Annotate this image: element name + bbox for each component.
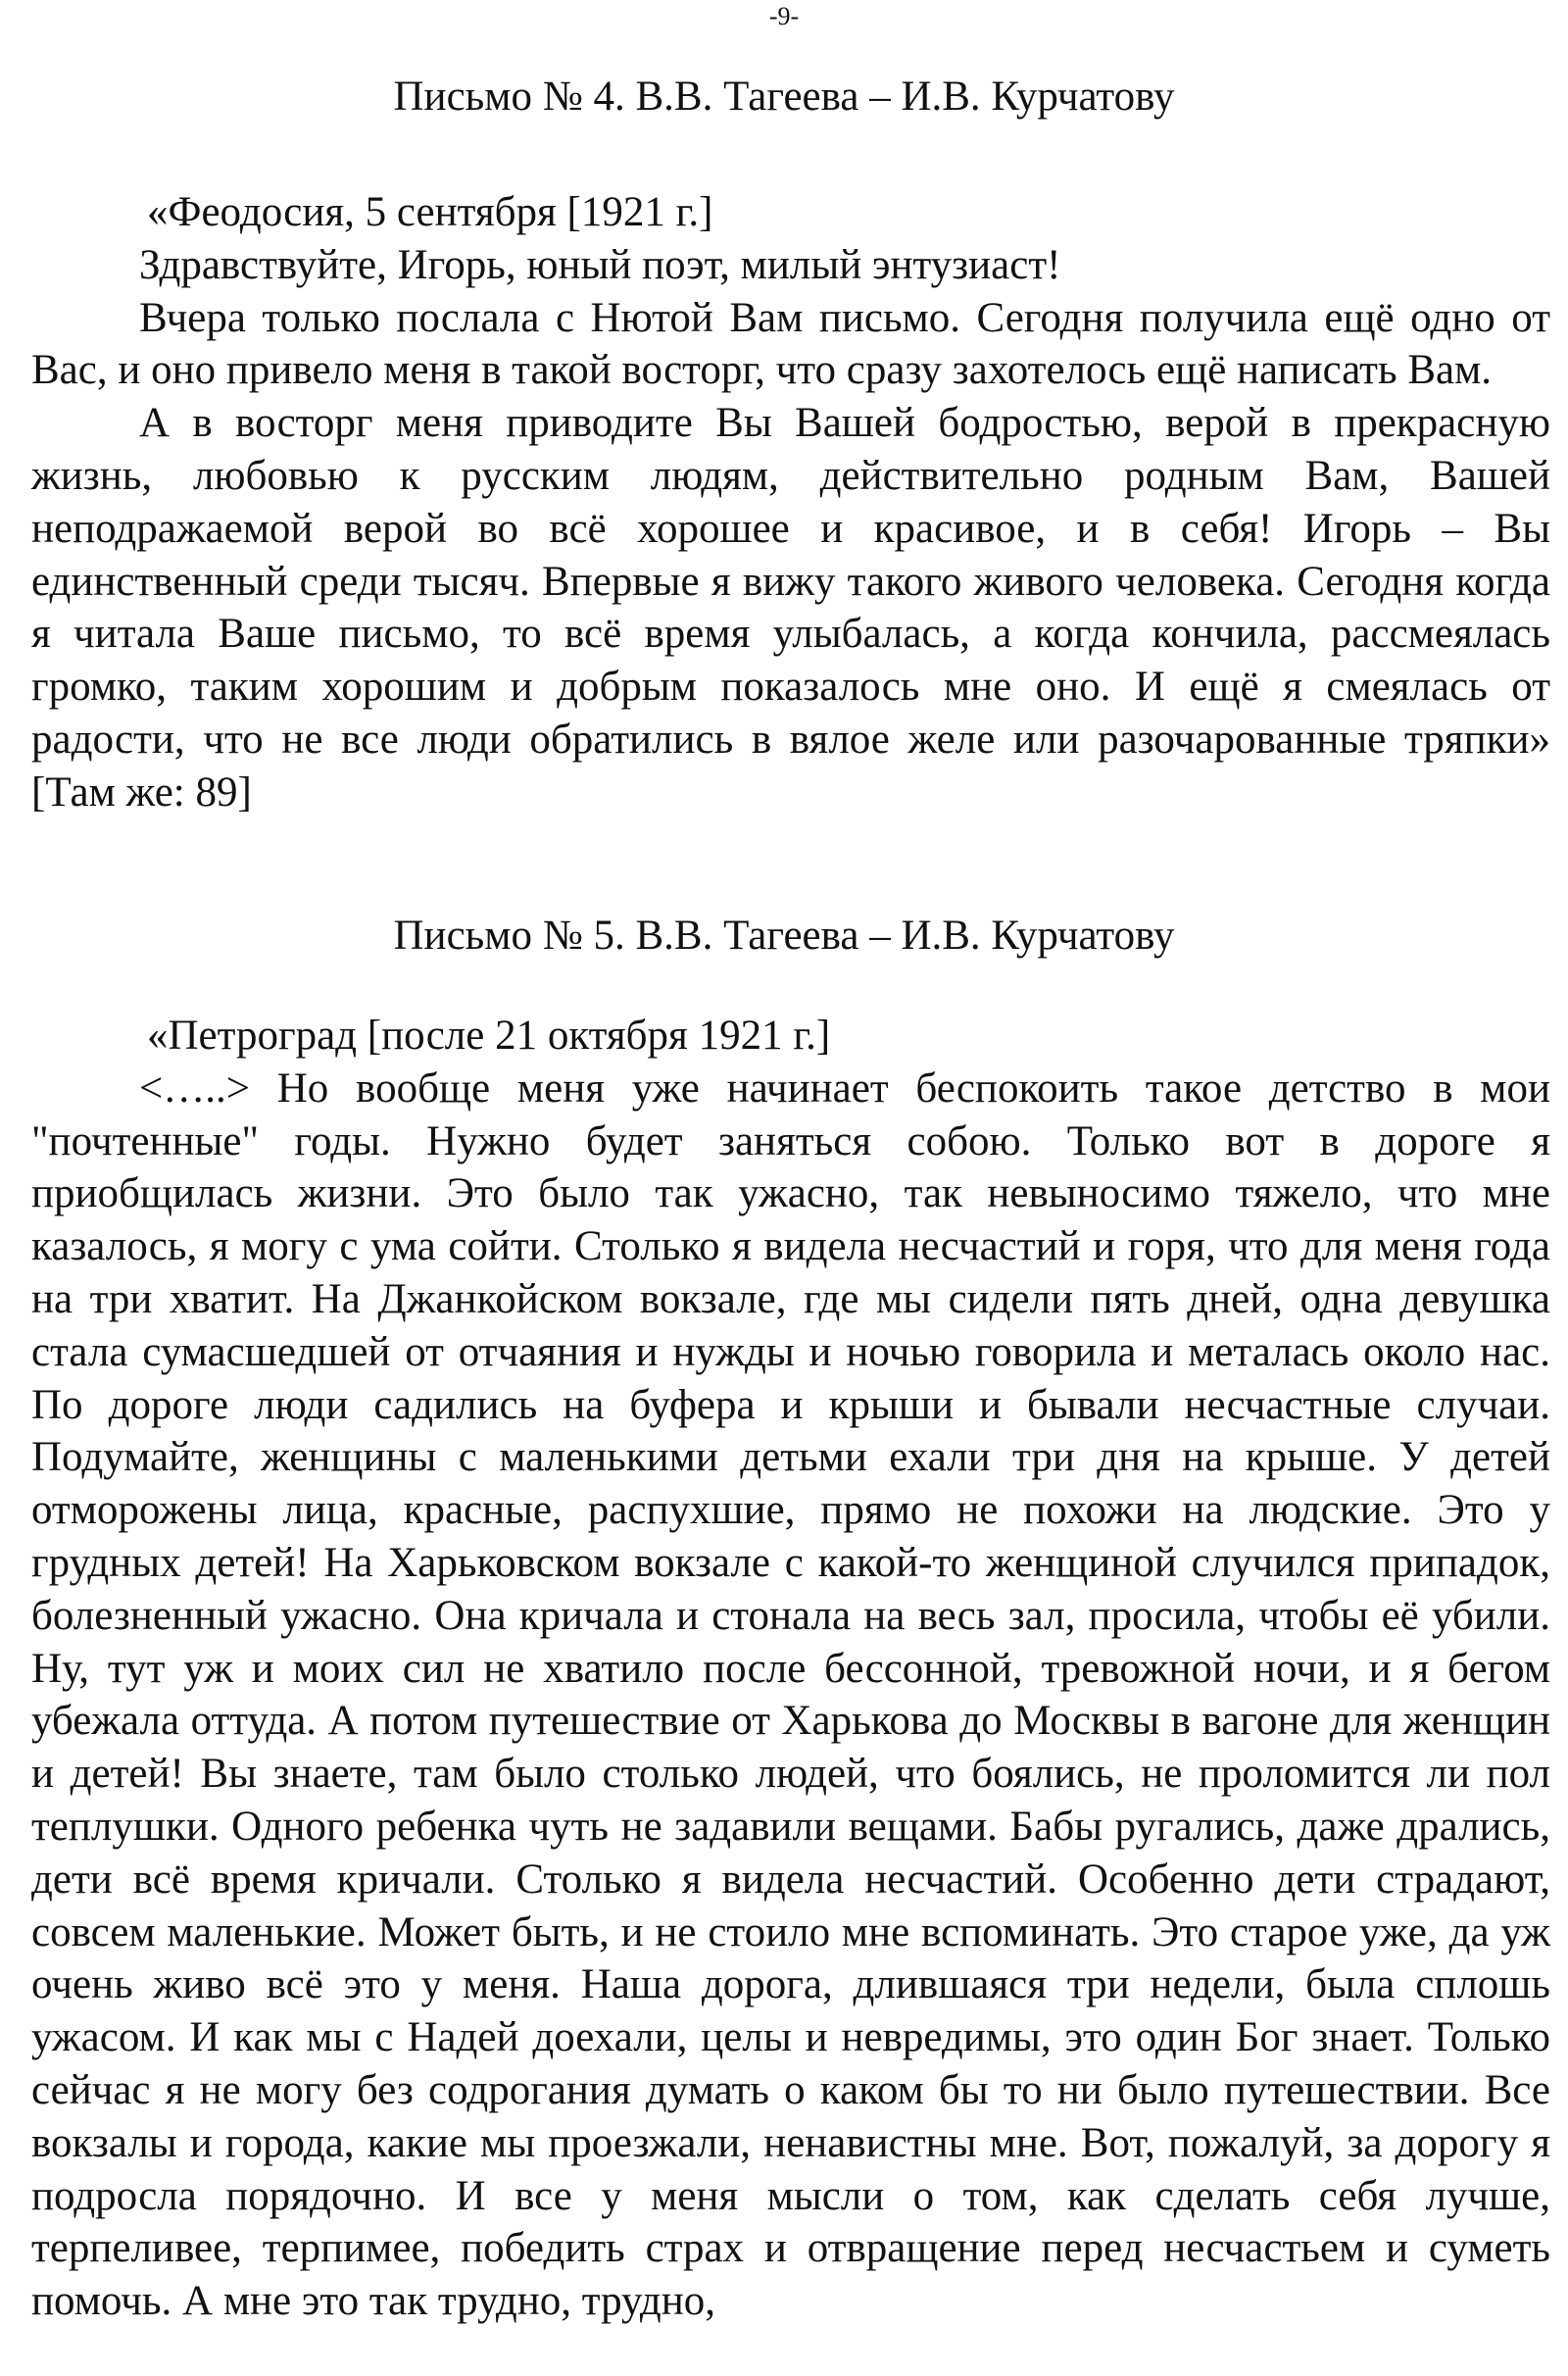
letter-5-body (31, 1010, 1550, 2328)
letter-4-body (31, 186, 1550, 819)
letter-4-paragraph: Вчера только послала с Нютой Вам письмо. Сегодня получила ещё одно от Вас, и оно привело меня в такой восторг, что сразу захотелось ещё написать Вам. (31, 294, 1550, 394)
letter-4-greeting: Здравствуйте, Игорь, юный поэт, милый энтузиаст! (139, 241, 1061, 288)
letter-5-paragraph: <…..> Но вообще меня уже начинает беспокоить такое детство в мои "почтенные" годы. Нужно будет заняться собою. Только вот в дороге я приобщилась жизни. Это было так ужасно, так невыносимо тяжело, что мне казалось, я могу с ума сойти. Столько я видела несчастий и горя, что для меня года на три хватит. На Джанкойском вокзале, где мы сидели пять дней, одна девушка стала сумасшедшей от отчаяния и нужды и ночью говорила и металась около нас. По дороге люди садились на буфера и крыши и бывали несчастные случаи. Подумайте, женщины с маленькими детьми ехали три дня на крыше. У детей отморожены лица, красные, распухшие, прямо не похожи на людские. Это у грудных детей! На Харьковском вокзале с какой-то женщиной случился припадок, болезненный ужасно. Она кричала и стонала на весь зал, просила, чтобы её убили. Ну, тут уж и моих сил не хватило после бессонной, тревожной ночи, и я бегом убежала оттуда. А потом путешествие от Харькова до Москвы в вагоне для женщин и детей! Вы знаете, там было столько людей, что боялись, не проломится ли пол теплушки. Одного ребенка чуть не задавили вещами. Бабы ругались, даже дрались, дети всё время кричали. Столько я видела несчастий. Особенно дети страдают, совсем маленькие. Может быть, и не стоило мне вспоминать. Это старое уже, да уж очень живо всё это у меня. Наша дорога, длившаяся три недели, была сплошь ужасом. И как мы с Надей доехали, целы и невредимы, это один Бог знает. Только сейчас я не могу без содрогания думать о каком бы то ни было путешествии. Все вокзалы и города, какие мы проезжали, ненавистны мне. Вот, пожалуй, за дорогу я подросла порядочно. И все у меня мысли о том, как сделать себя лучше, терпеливее, терпимее, победить страх и отвращение перед несчастьем и суметь помочь. А мне это так трудно, трудно, (31, 1064, 1550, 2325)
letter-5-heading: Письмо № 5. В.В. Тагеева – И.В. Курчатову (393, 913, 1175, 959)
letter-4-dateline: «Феодосия, 5 сентября [1921 г.] (147, 189, 713, 235)
letter-5-dateline: «Петроград [после 21 октября 1921 г.] (147, 1013, 831, 1059)
letter-4-heading: Письмо № 4. В.В. Тагеева – И.В. Курчатову (393, 74, 1175, 120)
letter-4-paragraph: А в восторг меня приводите Вы Вашей бодростью, верой в прекрасную жизнь, любовью к русским людям, действительно родным Вам, Вашей неподражаемой верой во всё хорошее и красивое, и в себя! Игорь – Вы единственный среди тысяч. Впервые я вижу такого живого человека. Сегодня когда я читала Ваше письмо, то всё время улыбалась, а когда кончила, рассмеялась громко, таким хорошим и добрым показалось мне оно. И ещё я смеялась от радости, что не все люди обратились в вялое желе или разочарованные тряпки» [Там же: 89] (31, 400, 1550, 816)
page-number: -9- (768, 2, 800, 30)
